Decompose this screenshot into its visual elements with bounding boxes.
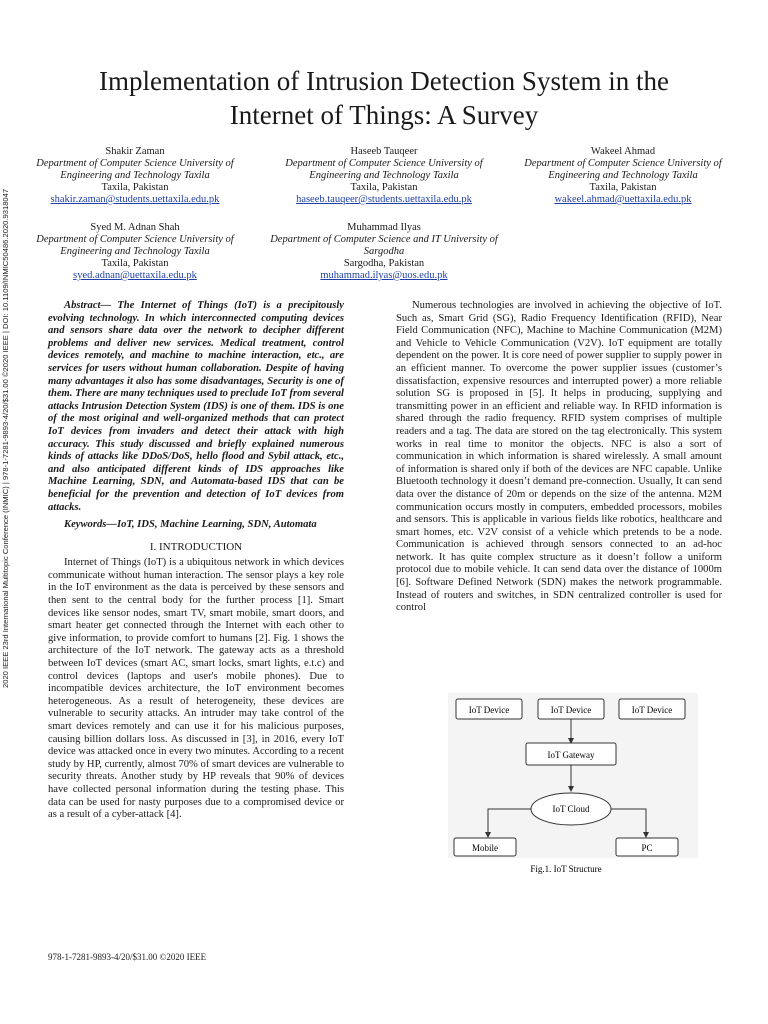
right-column [396,300,722,615]
author-affiliation: Sargodha, Pakistan [343,258,425,269]
author-department: Department of Computer Science University of Engineering and Technology Taxila [285,158,483,181]
pc-label: PC [641,843,653,853]
figure-caption: Fig.1. IoT Structure [530,864,602,874]
author-block [20,146,250,206]
author-email-link[interactable]: muhammad.ilyas@uos.edu.pk [320,270,448,281]
author-department: Department of Computer Science and IT University of Sargodha [270,234,498,257]
author-name: Muhammad Ilyas [347,222,421,233]
abstract: Abstract— The Internet of Things (IoT) is a precipitously evolving technology. In which interconnected computing devices and sensors share data over the network to decipher different problems and deliver new services. Medical treatment, control devices remotely, and machine to machine interaction, etc., are services for users without human collaboration. Despite of having many advantages it also has some disadvantages, Security is one of them. There are many techniques used to preclude IoT from several attacks Intrusion Detection System (IDS) is one of them. IDS is one of the most original and well-organized methods that can protect IoT devices from invaders and detect their attack with high accuracy. This study discussed and briefly explained numerous kinds of attacks like DDoS/DoS, hello flood and Sybil attack, etc., and also anticipated different kinds of IDS approaches like Machine Learning, SDN, and Automata-based IDS that can be beneficial for the prevention and detection of IoT devices from attacks. [48,300,344,513]
author-affiliation: Taxila, Pakistan [350,182,418,193]
author-email-link[interactable]: syed.adnan@uettaxila.edu.pk [73,270,197,281]
author-name: Haseeb Tauqeer [350,146,418,157]
body-paragraph: Numerous technologies are involved in achieving the objective of IoT. Such as, Smart Grid (SG), Radio Frequency Identification (RFID), Near Field Communication (NFC), Machine to Machine Communication (M2M) and Vehicle to Vehicle Communication (V2V). IoT equipment are totally dependent on the power. It is core need of power supplier to supply power in an efficient manner. To overcome the power supplier issues (customer’s dissatisfaction, expensive resources and interrupted power) a more reliable solution SG is proposed in [5]. It helps in producing, supplying and transmitting power in an efficient and reliable way. In RFID information is shared through the radio frequency. RFID system comprises of multiple readers and a tag. The data are stored on the tag electronically. This system works in real time to monitor the objects. NFC is also a sort of communication in which information is shared wirelessly. A small amount of information is shared only if both of the devices are NFC capable. Unlike Bluetooth technology it doesn’t demand pre-connection. Usually, It can send data over the distance of 20m or depends on the size of the antenna. M2M communication occurs mostly in computers, embedded processors, mobiles and sensors. This is applicable in various fields like robotics, healthcare and smart homes, etc. V2V consist of a vehicle which pretends to be a node. Communication is achieved through sensors connected to an ad-hoc network. It has quite complex structure as it doesn’t follow a uniform protocol due to mobile vehicle. It can send data over the distance of 1000m [6]. Software Defined Network (SDN) makes the network programmable. Instead of routers and switches, in SDN centralized controller is used for control [396,300,722,614]
cloud-label: IoT Cloud [552,804,590,814]
mobile-label: Mobile [472,843,498,853]
author-block [269,222,499,282]
left-column [48,300,344,822]
section-heading: I. INTRODUCTION [149,540,243,553]
author-block [20,222,250,282]
keywords: Keywords—IoT, IDS, Machine Learning, SDN, Automata [64,519,317,531]
iot-device-label: IoT Device [550,705,592,715]
author-name: Shakir Zaman [105,146,165,157]
author-department: Department of Computer Science University of Engineering and Technology Taxila [524,158,722,181]
doi-sidebar: 2020 IEEE 23rd International Multitopic Conference (INMIC) | 978-1-7281-9893-4/20/$31.00 ©2020 IEEE | DOI: 10.1109/INMIC50486.2020.9318047 [1,188,10,688]
author-email-link[interactable]: wakeel.ahmad@uettaxila.edu.pk [554,194,692,205]
iot-structure-figure [448,693,698,883]
author-affiliation: Taxila, Pakistan [589,182,657,193]
author-block [508,146,738,206]
author-email-link[interactable]: haseeb.tauqeer@students.uettaxila.edu.pk [296,194,472,205]
intro-paragraph: Internet of Things (IoT) is a ubiquitous network in which devices communicate without human interaction. The sensor plays a key role in the IoT environment as the data is perceived by these sensors and then sent to the central body for the further process [1]. Smart devices like sensor nodes, smart TV, smart mobile, smart doors, and smart heater get connected through the Internet with each other to give information, to provide comfort to humans [2]. Fig. 1 shows the architecture of the IoT network. The gateway acts as a threshold between IoT devices (smart AC, smart locks, smart lights, e.t.c) and control devices (laptops and user's mobile phones). Due to incompatible devices architecture, the IoT environment becomes heterogeneous. As a result of heterogeneity, these devices are vulnerable to security attacks. An intruder may take control of the smart devices remotely and can use it for his malicious purposes, causing billion dollars loss. As discussed in [3], in 2016, every IoT device was attacked once in every two minutes. According to a recent study by HP, currently, almost 70% of smart devices are vulnerable to security threats. Another study by HP reveals that 90% of devices have collected personal information during the testing phase. This data can be used for nasty purposes due to a compromised device or as a result of a cyber-attack [4]. [48,557,344,821]
author-name: Syed M. Adnan Shah [90,222,180,233]
paper-title [20,64,748,132]
author-email-link[interactable]: shakir.zaman@students.uettaxila.edu.pk [50,194,220,205]
gateway-label: IoT Gateway [547,750,595,760]
author-affiliation: Taxila, Pakistan [101,258,169,269]
author-name: Wakeel Ahmad [590,146,656,157]
author-block [269,146,499,206]
title-line-2: Internet of Things: A Survey [229,100,539,130]
author-department: Department of Computer Science University of Engineering and Technology Taxila [36,234,234,257]
iot-device-label: IoT Device [631,705,673,715]
iot-device-label: IoT Device [468,705,510,715]
author-affiliation: Taxila, Pakistan [101,182,169,193]
title-line-1: Implementation of Intrusion Detection System in the [99,66,669,96]
page-footer: 978-1-7281-9893-4/20/$31.00 ©2020 IEEE [48,952,207,962]
author-department: Department of Computer Science University of Engineering and Technology Taxila [36,158,234,181]
